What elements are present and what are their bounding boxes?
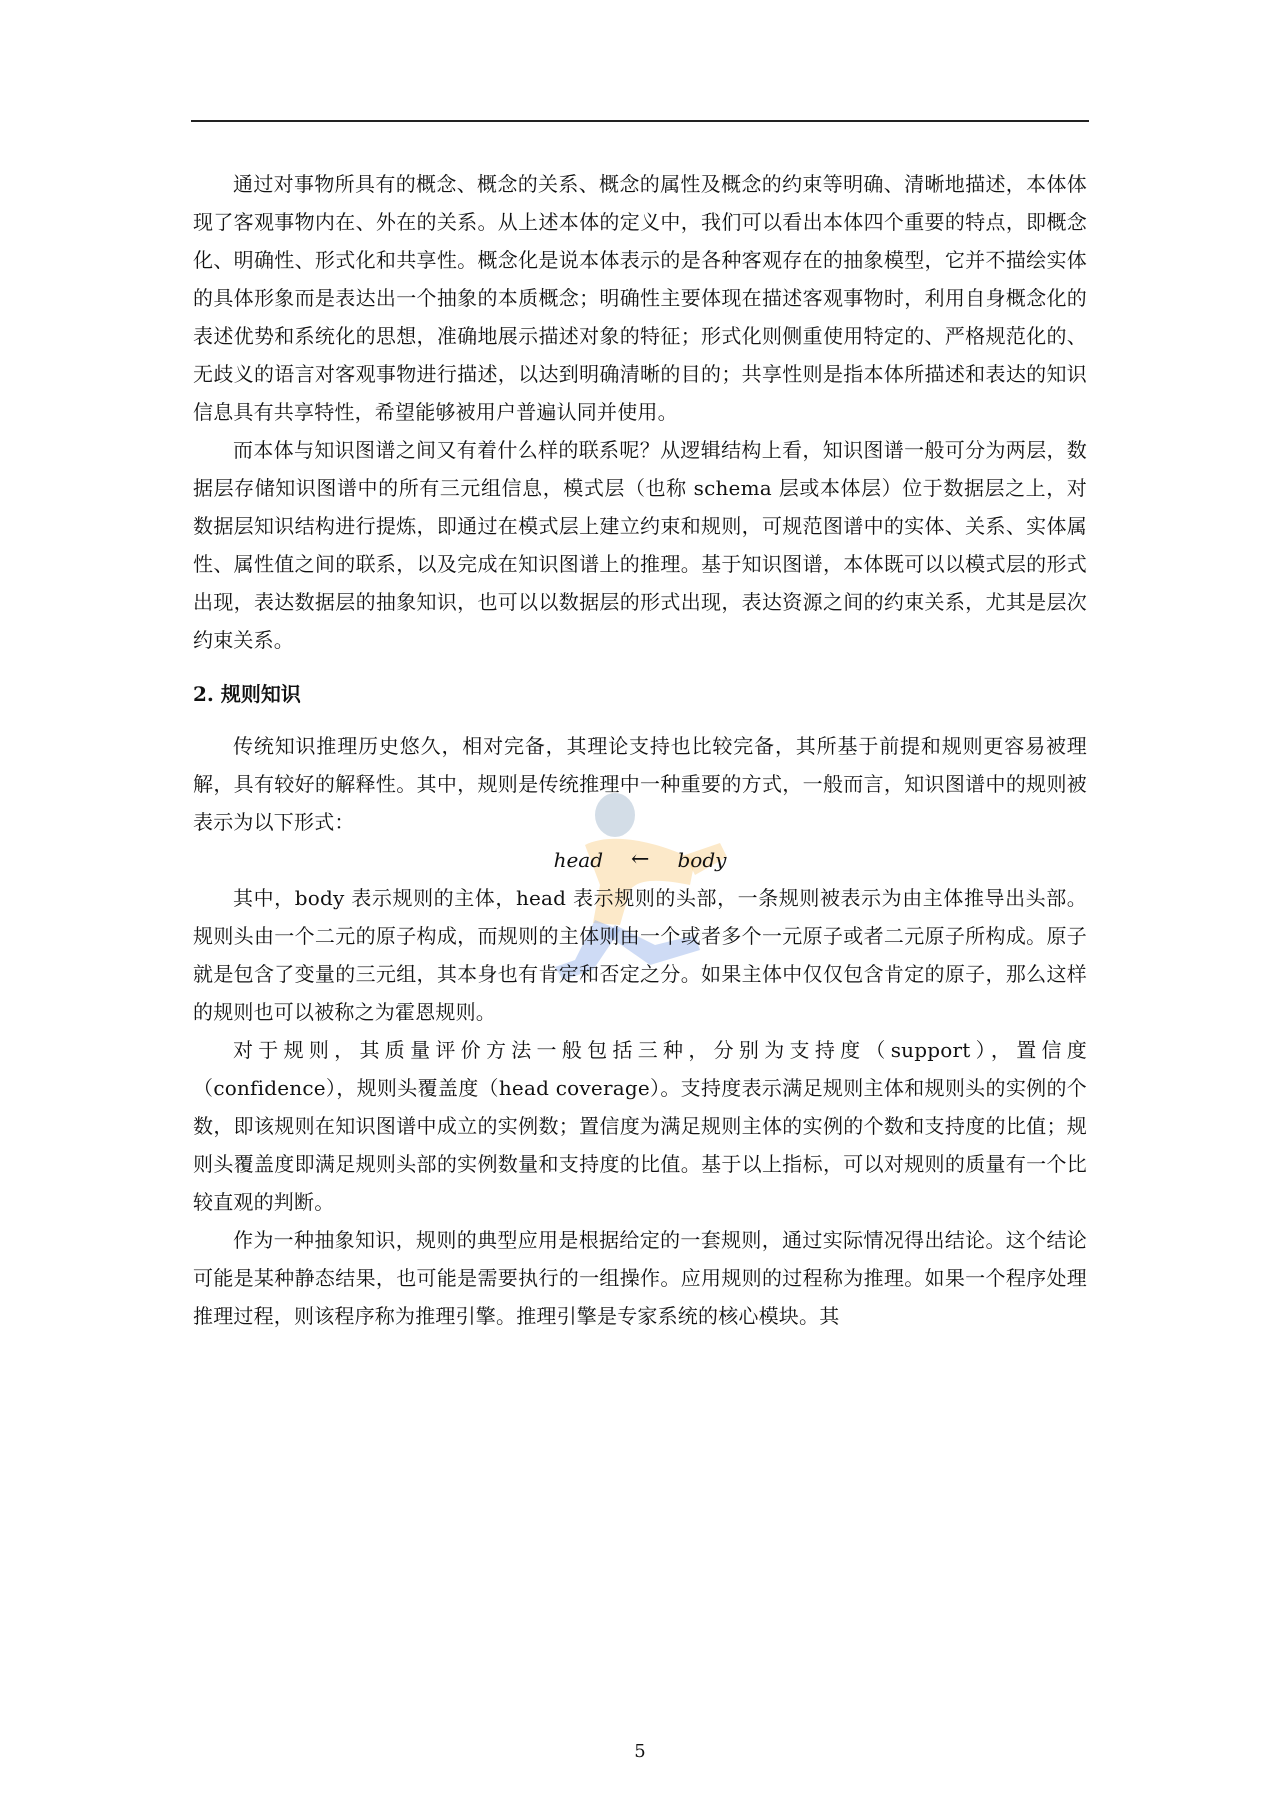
paragraph-rules-intro: 传统知识推理历史悠久，相对完备，其理论支持也比较完备，其所基于前提和规则更容易被理解，具有较好的解释性。其中，规则是传统推理中一种重要的方式，一般而言，知识图谱中的规则被表示为以下形式： <box>193 734 1087 834</box>
paragraph-ontology-kg-relation: 而本体与知识图谱之间又有着什么样的联系呢？从逻辑结构上看，知识图谱一般可分为两层，数据层存储知识图谱中的所有三元组信息，模式层（也称 schema 层或本体层）位于数据层之上，对数据层知识结构进行提炼，即通过在模式层上建立约束和规则，可规范图谱中的实体、关系、实体属性、属性值之间的联系，以及完成在知识图谱上的推理。基于知识图谱，本体既可以以模式层的形式出现，表达数据层的抽象知识，也可以以数据层的形式出现，表达资源之间的约束关系，尤其是层次约束关系。 <box>193 438 1087 652</box>
document-body <box>193 165 1087 1335</box>
page-number: 5 <box>634 1741 646 1762</box>
paragraph-rule-application: 作为一种抽象知识，规则的典型应用是根据给定的一套规则，通过实际情况得出结论。这个结论可能是某种静态结果，也可能是需要执行的一组操作。应用规则的过程称为推理。如果一个程序处理推理过程，则该程序称为推理引擎。推理引擎是专家系统的核心模块。其 <box>193 1228 1087 1328</box>
formula-head: head <box>553 848 604 872</box>
paragraph-ontology-features: 通过对事物所具有的概念、概念的关系、概念的属性及概念的约束等明确、清晰地描述，本体体现了客观事物内在、外在的关系。从上述本体的定义中，我们可以看出本体四个重要的特点，即概念化、明确性、形式化和共享性。概念化是说本体表示的是各种客观存在的抽象模型，它并不描绘实体的具体形象而是表达出一个抽象的本质概念；明确性主要体现在描述客观事物时，利用自身概念化的表述优势和系统化的思想，准确地展示描述对象的特征；形式化则侧重使用特定的、严格规范化的、无歧义的语言对客观事物进行描述，以达到明确清晰的目的；共享性则是指本体所描述和表达的知识信息具有共享特性，希望能够被用户普遍认同并使用。 <box>193 172 1087 424</box>
paragraph-rule-quality: 对于规则，其质量评价方法一般包括三种，分别为支持度（support），置信度（confidence），规则头覆盖度（head coverage）。支持度表示满足规则主体和规则头的实例的个数，即该规则在知识图谱中成立的实例数；置信度为满足规则主体的实例的个数和支持度的比值；规则头覆盖度即满足规则头部的实例数量和支持度的比值。基于以上指标，可以对规则的质量有一个比较直观的判断。 <box>193 1038 1087 1214</box>
left-arrow-icon: ← <box>631 847 650 872</box>
formula-body: body <box>677 848 727 872</box>
section-title-rule-knowledge: 2. 规则知识 <box>193 682 301 706</box>
paragraph-rule-structure: 其中，body 表示规则的主体，head 表示规则的头部，一条规则被表示为由主体推导出头部。规则头由一个二元的原子构成，而规则的主体则由一个或者多个一元原子或者二元原子所构成。原子就是包含了变量的三元组，其本身也有肯定和否定之分。如果主体中仅仅包含肯定的原子，那么这样的规则也可以被称之为霍恩规则。 <box>193 886 1087 1024</box>
rule-formula <box>193 841 1087 879</box>
header-rule <box>191 120 1089 122</box>
